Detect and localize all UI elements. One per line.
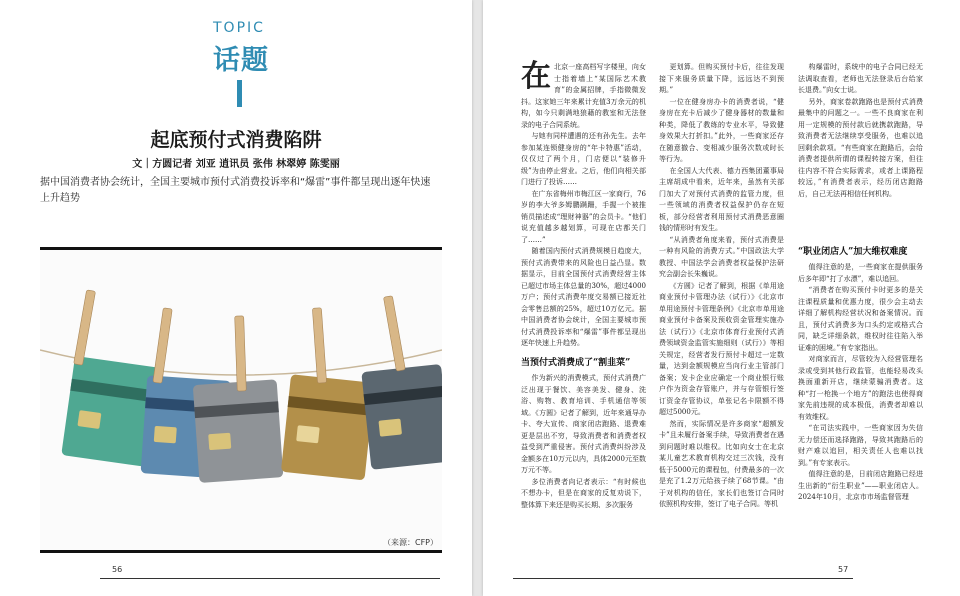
article-column-3-top bbox=[798, 62, 923, 240]
paragraph: 在全国人大代表、德力西集团董事局主席胡成中看来，近年来，虽然有关部门加大了对预付式消费的监管力度，但一些领域的消费者权益保护仍存在短板，部分经营者利用预付式消费恶意圈钱的情形时有发生。 bbox=[659, 166, 784, 232]
section-heading: 当预付式消费成了“割韭菜” bbox=[521, 357, 631, 368]
paragraph: 作为新兴的消费模式，预付式消费广泛出现于餐饮、美容美发、健身、洗浴、购物、教育培训、手机通信等领域。《方圆》记者了解到，近年来通导办卡、夸大宣传、商家闭店跑路、退费难更是层出不穷，导致消费者和消费者权益受到严重侵害。预付式消费纠纷涉及金额多在10万元以内，具体2000元至数万元不等。 bbox=[521, 374, 646, 474]
paragraph: 一位在健身房办卡的消费者说，“健身房在充卡后减少了健身器材的数量和种类，降低了教练的专业水平，导致健身效果大打折扣。”此外，一些商家还存在随意撤合、变相减少服务次数或时长等行为。 bbox=[659, 97, 784, 163]
paragraph: 然而，实际情况是许多商家“超额发卡”且未履行备案手续，导致消费者在遇到问题时难以维权。比如向女士在北京某儿童艺术教育机构交过三次钱，没有低于5000元的课程包，付费最多的一次是充了1.2万元给孩子续了68节课。“由于对机构的信任，家长们也签订合同时依照机构安排，签订了电子合同。等机 bbox=[659, 419, 784, 508]
topic-label: TOPIC bbox=[213, 20, 265, 36]
cards-on-clothesline-photo bbox=[40, 247, 442, 553]
paragraph: 对商家而言，尽管较为入经营管理名录或受到其他行政监管，也能轻易改头换面重新开店，继续蒙骗消费者。这种“打一枪换一个地方”的跑法也使得商家先前违规的成本极低，消费者却难以有效维权。 bbox=[798, 355, 923, 421]
section-heading-2: “职业闭店人”加大维权难度 bbox=[798, 247, 908, 257]
paragraph: 《方圆》记者了解到，根据《单用途商业预付卡管理办法（试行）》《北京市单用途预付卡管理条例》《北京市单用途商业预付卡备案及预收资金管理实施办法（试行）》《北京市体育行业预付式消费领域资金监管实施细则（试行）》等相关规定，经营者发行预付卡超过一定数量，达到金额规模应当向行业主管部门备案；发卡企业应确定一个商业银行账户作为资金存管账户，并与存管银行签订资金存管协议，单张记名卡限额不得超过5000元。 bbox=[659, 281, 784, 416]
article-column-3-bottom bbox=[798, 262, 923, 504]
paragraph: 另外，商家卷款跑路也是预付式消费最集中的问题之一。一些不良商家在利用一定规模的预付款后就携款跑路，导致消费者无法继续享受服务，也难以追回剩余款项。“有些商家在跑路后，会给消费者提供所谓的课程转接方案，但往往内容不符合实际需求，或者上课路程较远，”有消费者表示，经历闭店跑路后，自己无法再相信任何机构。 bbox=[798, 97, 923, 198]
paragraph: 值得注意的是，日前闭店跑路已经进生出新的“衍生职业”——职业闭店人。2024年10月，北京市市场监督管理 bbox=[798, 470, 923, 501]
card-silver bbox=[193, 379, 284, 483]
paragraph: 随着国内预付式消费规模日趋庞大，预付式消费带来的风险也日益凸显。数据显示，目前全国预付式消费经营主体已超过市场主体总量的30%，超过4000万户；预付式消费年度交易额已接近社会零售总额的25%，超过10万亿元。据中国消费者协会统计，全国主要城市预付式消费投诉率和“爆雷”事件都呈现出逐年快速上升趋势。 bbox=[521, 247, 646, 347]
page-number-right: 57 bbox=[838, 565, 849, 574]
paragraph: 多位消费者向记者表示：“有时候也不想办卡，但是在商家的反复劝说下，整体算下来还是购买长期、多次服务 bbox=[521, 477, 646, 509]
paragraph: 在广东省梅州市梅江区一家商行，76岁的李大爷多姆鹏蹒跚，手握一个被推销员描述成“理财神器”的会员卡。“他们说充值越多越划算，可现在店都关门了……” bbox=[521, 189, 646, 244]
paragraph: 与她有同样遭遇的还有孙先生。去年参加某连锁健身房的“年卡特惠”活动，仅仅过了两个月，门店便以“装修升级”为由停止营业。之后，他们向相关部门进行了投诉…… bbox=[521, 132, 646, 186]
photo-credit: （来源：CFP） bbox=[382, 538, 438, 547]
article-lead: 据中国消费者协会统计，全国主要城市预付式消费投诉率和“爆雷”事件都呈现出逐年快速上升趋势 bbox=[40, 177, 431, 204]
topic-bar-decoration bbox=[237, 80, 242, 107]
page-number-left: 56 bbox=[112, 565, 123, 574]
article-title: 起底预付式消费陷阱 bbox=[150, 129, 322, 151]
paragraph: 构爆雷时，系统中的电子合同已经无法调取查看，老师也无法登录后台给家长退费。”向女士说。 bbox=[798, 63, 923, 94]
paragraph: 北京一座高档写字楼里，向女士指着墙上“某国际艺术教育”的金属招牌，手指微微发抖。这家她三年来累计充值3万余元的机构，如今只剩满地狼藉的教室和无法登录的电子合同系统。 bbox=[521, 63, 646, 129]
left-page bbox=[0, 0, 472, 596]
footer-rule-left bbox=[100, 578, 440, 579]
card-gold bbox=[281, 374, 375, 480]
article-column-2 bbox=[659, 62, 784, 511]
paragraph: 更划算。但购买预付卡后，往往发现接下来服务质量下降，远远达不到预期。” bbox=[659, 63, 784, 94]
article-byline: 文｜方圆记者 刘亚 逍讯员 张伟 林翠婷 陈雯丽 bbox=[132, 159, 340, 170]
article-column-1 bbox=[521, 59, 646, 511]
paragraph: “在司法实践中，一些商家因为失信无力偿还而选择跑路，导致其跑路后的财产难以追回，相关责任人也难以找到。”有专家表示。 bbox=[798, 424, 923, 467]
footer-rule-right bbox=[513, 578, 853, 579]
right-page bbox=[483, 0, 960, 596]
topic-heading: 话题 bbox=[213, 45, 269, 76]
paragraph: 值得注意的是，一些商家在提供服务后多年即“打了水漂”，难以追回。 bbox=[798, 263, 923, 283]
drop-cap: 在 bbox=[521, 59, 551, 94]
card-dark bbox=[361, 364, 442, 470]
paragraph: “消费者在购买预付卡时更多的是关注课程质量和优惠力度，很少会主动去详细了解机构经营状况和备案情况。而且，预付式消费多为口头约定或格式合同，缺乏详细条款，维权时往往陷入举证难的困境。”有专家指出。 bbox=[798, 286, 923, 352]
paragraph: “从消费者角度来看，预付式消费是一种有风险的消费方式。”中国政法大学教授、中国法学会消费者权益保护法研究会副会长朱巍说。 bbox=[659, 235, 784, 278]
photo-illustration bbox=[40, 250, 442, 550]
